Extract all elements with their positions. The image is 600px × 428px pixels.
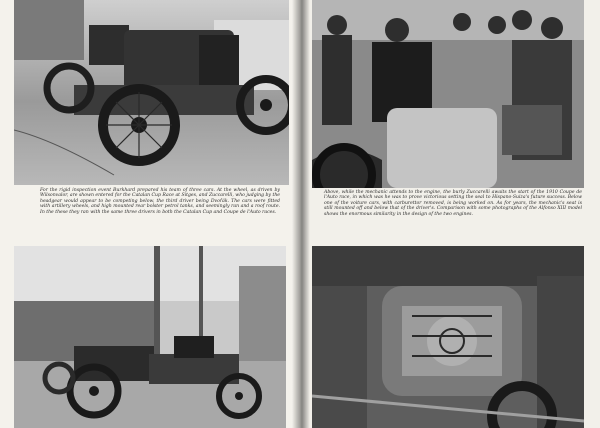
crowd-racing-image (312, 0, 584, 188)
caption-top-right: Above, while the mechanic attends to the engine, the burly Zuccarelli awaits the start of the 1910 Coupe de l'Auto race, in which was he was to prove victorious setting the seal to Hispano-Suiza's future success. Below one of the voiture cars, with carburettor removed, is being worked on. As for years, the mechanic's seat is still mounted off and below that of the driver's. Comparison with some photographs of the Alfonso XIII model shows the enormous similarity in the design of the two engines. (324, 190, 582, 217)
vintage-car-image (14, 0, 289, 185)
caption-top-left: For the rigid inspection event Burkhard prepared his team of three cars. At the wheel, as driven by Wilsonvalor, are shown entered for the Catalan Cup Race at Sitges, and Zuccarelli, who judging by the headgear would appear to be competing below, the third driver being Dvořák. The cars were fitted with artillery wheels, and high mounted rear bolster petrol tanks, and seemingly ran and a roof route. In the these they ran with the same three drivers in both the Catalan Cup and Coupe de l'Auto races. (40, 188, 280, 215)
photo-driver-and-crowd (312, 0, 584, 188)
book-gutter-shadow (292, 0, 310, 428)
right-page (300, 0, 600, 428)
engine-closeup-image (312, 246, 584, 428)
photo-racing-car-bottom-left (14, 246, 286, 428)
photo-engine-work (312, 246, 584, 428)
photo-racing-car-top-left (14, 0, 289, 185)
vintage-car-street-image (14, 246, 286, 428)
